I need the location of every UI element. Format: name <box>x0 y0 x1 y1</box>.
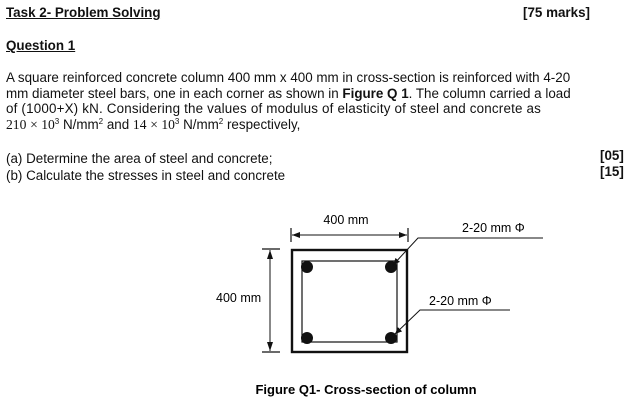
top-dimension-line <box>291 228 408 242</box>
steel-unit-exponent: 2 <box>98 116 104 126</box>
part-a-marks: [05] <box>600 148 624 163</box>
part-b-marks: [15] <box>600 164 624 179</box>
statement-line-1: A square reinforced concrete column 400 mm x 400 mm in cross-section is reinforced with 4-20 <box>6 70 571 85</box>
steel-modulus-unit: N/mm <box>59 116 99 132</box>
steel-bar-top-left <box>301 261 313 273</box>
statement-line-2-start: mm diameter steel bars, one in each corner as shown in <box>6 85 343 101</box>
total-marks: [75 marks] <box>523 5 590 20</box>
statement-line-4-end: respectively, <box>223 116 301 132</box>
top-dimension-label: 400 mm <box>323 213 369 227</box>
left-dimension-label: 400 mm <box>216 291 262 305</box>
concrete-modulus-coefficient: 14 <box>132 116 147 132</box>
steel-modulus-exponent: 3 <box>54 116 60 126</box>
bottom-bar-leader <box>395 310 510 334</box>
concrete-modulus-unit: N/mm <box>179 116 219 132</box>
bottom-bar-label: 2-20 mm Φ <box>429 294 492 308</box>
part-a-text: (a) Determine the area of steel and concrete; <box>6 151 273 166</box>
concrete-modulus-power: × 10 <box>150 116 175 132</box>
task-title: Task 2- Problem Solving <box>6 5 161 20</box>
steel-modulus-coefficient: 210 <box>6 116 27 132</box>
figure-reference: Figure Q 1 <box>342 85 409 101</box>
left-dimension-line <box>262 249 280 352</box>
and-word: and <box>103 116 133 132</box>
top-bar-leader <box>393 238 543 265</box>
steel-bar-bottom-left <box>301 332 313 344</box>
statement-line-3: of (1000+X) kN. Considering the values of modulus of elasticity of steel and concrete as <box>6 101 542 117</box>
statement-line-2-end: . The column carried a load <box>408 85 571 101</box>
steel-modulus-power: × 10 <box>30 116 55 132</box>
part-b-text: (b) Calculate the stresses in steel and concrete <box>6 168 286 183</box>
concrete-unit-exponent: 2 <box>218 116 224 126</box>
stirrup-outline <box>302 261 397 342</box>
question-heading: Question 1 <box>6 38 76 53</box>
figure-caption: Figure Q1- Cross-section of column <box>255 382 477 397</box>
top-bar-label: 2-20 mm Φ <box>462 221 525 235</box>
concrete-modulus-exponent: 3 <box>174 116 180 126</box>
